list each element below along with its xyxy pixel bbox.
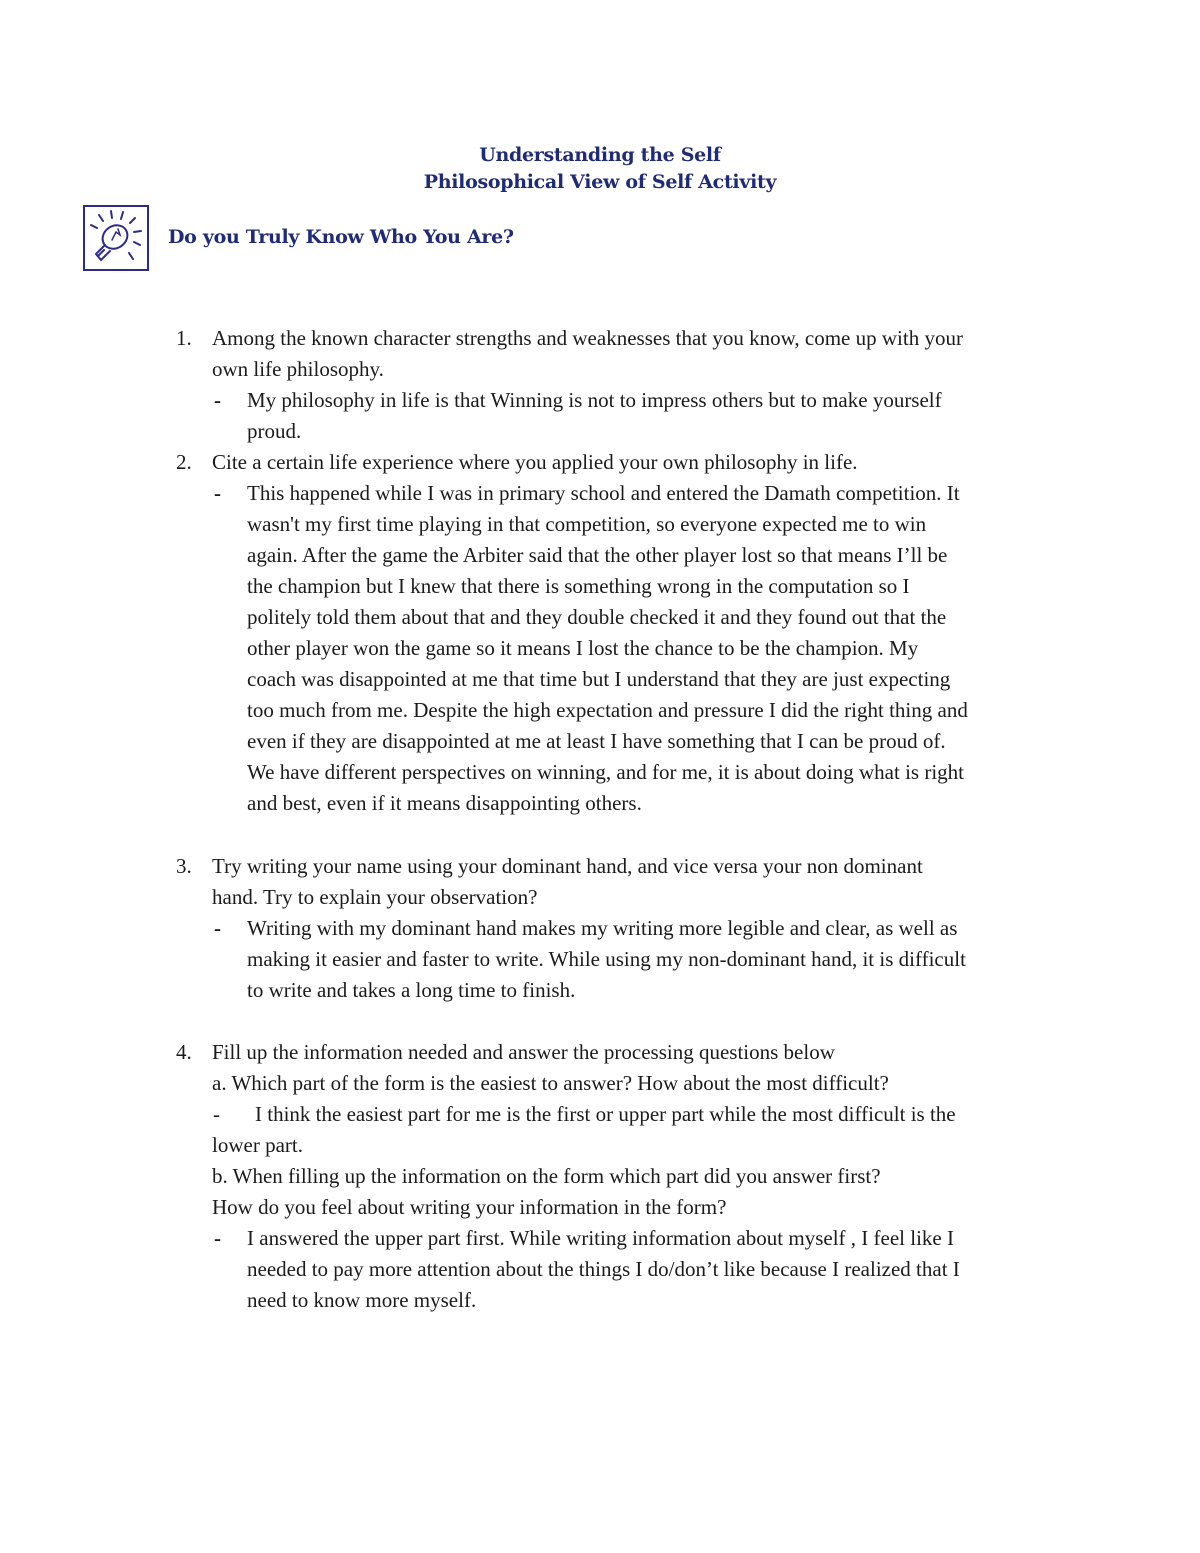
- question-text: own life philosophy.: [212, 357, 384, 381]
- answer-bullet: -: [213, 1102, 220, 1126]
- answer-text: other player won the game so it means I lost the chance to be the champion. My: [247, 636, 919, 660]
- lightbulb-icon: [83, 205, 149, 271]
- question-number: 2.: [176, 450, 192, 474]
- answer-text: the champion but I knew that there is something wrong in the computation so I: [247, 574, 910, 598]
- answer-text: needed to pay more attention about the things I do/don’t like because I realized that I: [247, 1257, 960, 1281]
- answer-text: and best, even if it means disappointing others.: [247, 791, 642, 815]
- document-subtitle: Philosophical View of Self Activity: [423, 171, 777, 193]
- answer-text: coach was disappointed at me that time but I understand that they are just expecting: [247, 667, 951, 691]
- answer-text: This happened while I was in primary school and entered the Damath competition. It: [247, 481, 960, 505]
- answer-bullet: -: [214, 916, 221, 940]
- answer-text: lower part.: [212, 1133, 303, 1157]
- question-text: Among the known character strengths and weaknesses that you know, come up with your: [212, 326, 963, 350]
- question-text: hand. Try to explain your observation?: [212, 885, 538, 909]
- answer-text: I think the easiest part for me is the first or upper part while the most difficult is the: [255, 1102, 956, 1126]
- answer-text: too much from me. Despite the high expectation and pressure I did the right thing and: [247, 698, 968, 722]
- answer-bullet: -: [214, 388, 221, 412]
- answer-text: proud.: [247, 419, 302, 443]
- answer-text: need to know more myself.: [247, 1288, 477, 1312]
- answer-text: wasn't my first time playing in that competition, so everyone expected me to win: [247, 512, 927, 536]
- sub-question-b: How do you feel about writing your information in the form?: [212, 1195, 727, 1219]
- question-number: 4.: [176, 1040, 192, 1064]
- answer-text: Writing with my dominant hand makes my writing more legible and clear, as well as: [247, 916, 958, 940]
- sub-question-a: a. Which part of the form is the easiest to answer? How about the most difficult?: [212, 1071, 889, 1095]
- question-number: 1.: [176, 326, 192, 350]
- question-text: Try writing your name using your dominant hand, and vice versa your non dominant: [212, 854, 923, 878]
- question-text: Cite a certain life experience where you applied your own philosophy in life.: [212, 450, 858, 474]
- answer-text: even if they are disappointed at me at least I have something that I can be proud of.: [247, 729, 946, 753]
- question-text: Fill up the information needed and answer the processing questions below: [212, 1040, 835, 1064]
- answer-text: to write and takes a long time to finish.: [247, 978, 576, 1002]
- answer-text: My philosophy in life is that Winning is not to impress others but to make yourself: [247, 388, 942, 412]
- answer-text: making it easier and faster to write. While using my non-dominant hand, it is difficult: [247, 947, 966, 971]
- section-heading: Do you Truly Know Who You Are?: [168, 226, 514, 248]
- answer-bullet: -: [214, 1226, 221, 1250]
- sub-question-b: b. When filling up the information on the form which part did you answer first?: [212, 1164, 881, 1188]
- answer-text: I answered the upper part first. While writing information about myself , I feel like I: [247, 1226, 954, 1250]
- question-number: 3.: [176, 854, 192, 878]
- answer-text: again. After the game the Arbiter said that the other player lost so that means I’ll be: [247, 543, 948, 567]
- document-title: Understanding the Self: [479, 144, 721, 166]
- answer-text: We have different perspectives on winning, and for me, it is about doing what is right: [247, 760, 965, 784]
- answer-text: politely told them about that and they double checked it and they found out that the: [247, 605, 947, 629]
- answer-bullet: -: [214, 481, 221, 505]
